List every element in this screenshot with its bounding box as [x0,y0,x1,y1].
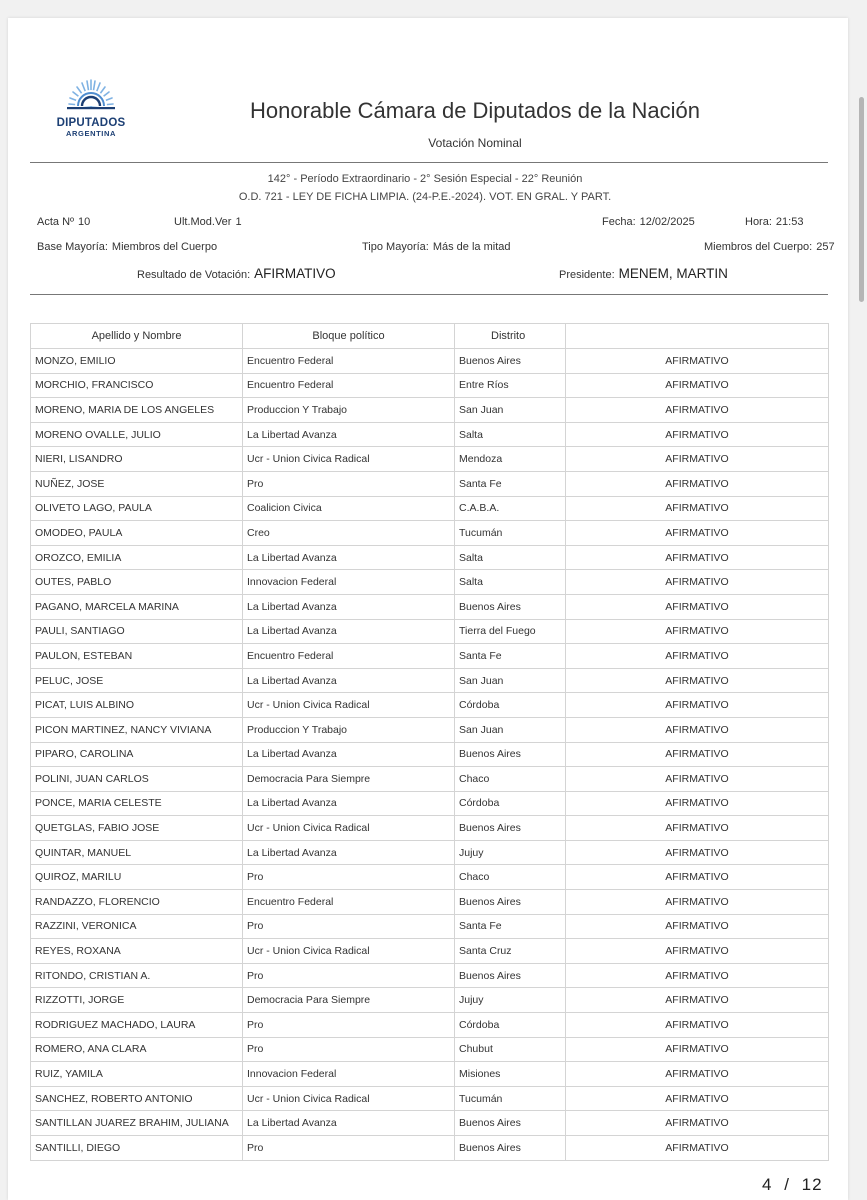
scrollbar[interactable] [857,0,867,1200]
acta-field [37,216,90,228]
table-row [31,496,829,521]
table-row [31,594,829,619]
scroll-thumb[interactable] [859,97,864,302]
cell-bloque: Ucr - Union Civica Radical [243,1086,455,1111]
table-row [31,988,829,1013]
cell-nombre: OMODEO, PAULA [31,521,243,546]
cell-voto: AFIRMATIVO [566,668,829,693]
cell-voto: AFIRMATIVO [566,791,829,816]
cell-voto: AFIRMATIVO [566,767,829,792]
table-row [31,963,829,988]
table-row [31,422,829,447]
votes-table [30,323,829,1161]
cell-voto: AFIRMATIVO [566,840,829,865]
logo-name: DIPUTADOS [56,117,126,129]
cell-nombre: PICON MARTINEZ, NANCY VIVIANA [31,717,243,742]
cell-distrito: San Juan [455,717,566,742]
congress-dome-icon [61,74,121,116]
cell-nombre: ROMERO, ANA CLARA [31,1037,243,1062]
cell-nombre: POLINI, JUAN CARLOS [31,767,243,792]
presidente-field [559,266,728,281]
miembros-value: 257 [816,241,835,253]
tipo-mayoria-label: Tipo Mayoría: [362,241,429,253]
cell-nombre: OUTES, PABLO [31,570,243,595]
cell-nombre: PAULI, SANTIAGO [31,619,243,644]
resultado-field [137,266,336,281]
cell-bloque: La Libertad Avanza [243,545,455,570]
cell-nombre: PIPARO, CAROLINA [31,742,243,767]
table-row [31,742,829,767]
cell-distrito: Tierra del Fuego [455,619,566,644]
table-row [31,644,829,669]
cell-nombre: SANTILLI, DIEGO [31,1136,243,1161]
cell-nombre: QUETGLAS, FABIO JOSE [31,816,243,841]
table-row [31,890,829,915]
cell-distrito: Santa Fe [455,471,566,496]
cell-nombre: SANTILLAN JUAREZ BRAHIM, JULIANA [31,1111,243,1136]
cell-bloque: Ucr - Union Civica Radical [243,693,455,718]
cell-nombre: RUIZ, YAMILA [31,1062,243,1087]
cell-voto: AFIRMATIVO [566,693,829,718]
cell-distrito: Chaco [455,767,566,792]
divider-meta [30,294,828,295]
table-row [31,767,829,792]
table-row [31,668,829,693]
cell-bloque: Pro [243,914,455,939]
cell-bloque: Democracia Para Siempre [243,988,455,1013]
table-row [31,1062,829,1087]
ult-mod-field [174,216,242,228]
table-row [31,791,829,816]
cell-bloque: Encuentro Federal [243,644,455,669]
cell-bloque: Ucr - Union Civica Radical [243,816,455,841]
resultado-value: AFIRMATIVO [254,266,336,281]
order-line: O.D. 721 - LEY DE FICHA LIMPIA. (24-P.E.-2024). VOT. EN GRAL. Y PART. [238,191,612,203]
page-indicator [762,1175,823,1195]
acta-label: Acta Nº [37,216,75,228]
cell-distrito: Misiones [455,1062,566,1087]
cell-voto: AFIRMATIVO [566,1013,829,1038]
ult-mod-label: Ult.Mod.Ver [174,216,232,228]
hora-value: 21:53 [775,216,804,228]
table-row [31,1013,829,1038]
cell-bloque: La Libertad Avanza [243,619,455,644]
cell-distrito: Santa Cruz [455,939,566,964]
cell-nombre: SANCHEZ, ROBERTO ANTONIO [31,1086,243,1111]
cell-nombre: MONZO, EMILIO [31,349,243,374]
cell-nombre: PELUC, JOSE [31,668,243,693]
cell-bloque: La Libertad Avanza [243,422,455,447]
cell-nombre: NIERI, LISANDRO [31,447,243,472]
cell-voto: AFIRMATIVO [566,1037,829,1062]
miembros-field [704,241,835,253]
cell-distrito: C.A.B.A. [455,496,566,521]
cell-distrito: Buenos Aires [455,742,566,767]
cell-bloque: Encuentro Federal [243,373,455,398]
table-row [31,1037,829,1062]
cell-distrito: Córdoba [455,1013,566,1038]
cell-bloque: La Libertad Avanza [243,840,455,865]
cell-distrito: Jujuy [455,988,566,1013]
cell-distrito: Chubut [455,1037,566,1062]
cell-voto: AFIRMATIVO [566,422,829,447]
table-row [31,914,829,939]
table-row [31,1111,829,1136]
cell-nombre: OLIVETO LAGO, PAULA [31,496,243,521]
header-bloque-politico: Bloque político [243,324,455,349]
cell-distrito: Jujuy [455,840,566,865]
table-row [31,1136,829,1161]
table-row [31,349,829,374]
current-page: 4 [762,1175,773,1194]
table-row [31,570,829,595]
table-row [31,1086,829,1111]
cell-voto: AFIRMATIVO [566,963,829,988]
cell-nombre: RANDAZZO, FLORENCIO [31,890,243,915]
cell-voto: AFIRMATIVO [566,1136,829,1161]
cell-bloque: Encuentro Federal [243,349,455,374]
votes-table-body [31,349,829,1161]
cell-distrito: Salta [455,545,566,570]
cell-bloque: Pro [243,865,455,890]
total-pages: 12 [801,1175,823,1194]
cell-distrito: Santa Fe [455,914,566,939]
cell-voto: AFIRMATIVO [566,742,829,767]
cell-bloque: Pro [243,1013,455,1038]
cell-voto: AFIRMATIVO [566,471,829,496]
cell-voto: AFIRMATIVO [566,619,829,644]
cell-voto: AFIRMATIVO [566,570,829,595]
hora-field [745,216,803,228]
base-mayoria-value: Miembros del Cuerpo [111,241,218,253]
page-subtitle: Votación Nominal [428,136,522,150]
cell-nombre: RITONDO, CRISTIAN A. [31,963,243,988]
cell-voto: AFIRMATIVO [566,816,829,841]
fecha-field [602,216,695,228]
cell-distrito: San Juan [455,668,566,693]
header-voto [566,324,829,349]
table-row [31,398,829,423]
cell-bloque: Democracia Para Siempre [243,767,455,792]
table-row [31,373,829,398]
table-row [31,619,829,644]
cell-nombre: MORENO OVALLE, JULIO [31,422,243,447]
cell-voto: AFIRMATIVO [566,496,829,521]
cell-bloque: La Libertad Avanza [243,791,455,816]
cell-distrito: Buenos Aires [455,816,566,841]
cell-distrito: Córdoba [455,791,566,816]
session-line: 142° - Período Extraordinario - 2° Sesión Especial - 22° Reunión [267,173,583,185]
cell-voto: AFIRMATIVO [566,644,829,669]
cell-nombre: PONCE, MARIA CELESTE [31,791,243,816]
cell-nombre: NUÑEZ, JOSE [31,471,243,496]
table-row [31,693,829,718]
cell-bloque: Encuentro Federal [243,890,455,915]
cell-voto: AFIRMATIVO [566,1111,829,1136]
resultado-label: Resultado de Votación: [137,269,251,281]
table-row [31,717,829,742]
table-row [31,521,829,546]
cell-distrito: Chaco [455,865,566,890]
cell-bloque: Coalicion Civica [243,496,455,521]
cell-bloque: La Libertad Avanza [243,742,455,767]
header-distrito: Distrito [455,324,566,349]
cell-distrito: Buenos Aires [455,890,566,915]
cell-distrito: Mendoza [455,447,566,472]
cell-voto: AFIRMATIVO [566,865,829,890]
cell-distrito: Entre Ríos [455,373,566,398]
tipo-mayoria-value: Más de la mitad [432,241,511,253]
cell-nombre: MORENO, MARIA DE LOS ANGELES [31,398,243,423]
cell-voto: AFIRMATIVO [566,717,829,742]
page-title: Honorable Cámara de Diputados de la Nación [249,98,701,123]
cell-voto: AFIRMATIVO [566,594,829,619]
cell-distrito: Buenos Aires [455,963,566,988]
cell-nombre: RODRIGUEZ MACHADO, LAURA [31,1013,243,1038]
page-separator: / [784,1175,790,1194]
cell-voto: AFIRMATIVO [566,1062,829,1087]
cell-nombre: OROZCO, EMILIA [31,545,243,570]
cell-distrito: Buenos Aires [455,349,566,374]
cell-bloque: Pro [243,1037,455,1062]
diputados-logo [44,74,138,138]
header-apellido-nombre: Apellido y Nombre [31,324,243,349]
cell-bloque: Creo [243,521,455,546]
table-row [31,840,829,865]
cell-bloque: La Libertad Avanza [243,594,455,619]
cell-voto: AFIRMATIVO [566,890,829,915]
cell-voto: AFIRMATIVO [566,988,829,1013]
table-row [31,816,829,841]
cell-distrito: Córdoba [455,693,566,718]
miembros-label: Miembros del Cuerpo: [704,241,813,253]
table-row [31,471,829,496]
cell-distrito: Santa Fe [455,644,566,669]
cell-distrito: Salta [455,570,566,595]
cell-voto: AFIRMATIVO [566,1086,829,1111]
presidente-value: MENEM, MARTIN [618,266,728,281]
fecha-label: Fecha: [602,216,636,228]
base-mayoria-label: Base Mayoría: [37,241,108,253]
cell-bloque: Pro [243,471,455,496]
cell-bloque: Produccion Y Trabajo [243,717,455,742]
cell-nombre: QUIROZ, MARILU [31,865,243,890]
cell-distrito: San Juan [455,398,566,423]
cell-voto: AFIRMATIVO [566,398,829,423]
cell-nombre: PICAT, LUIS ALBINO [31,693,243,718]
cell-nombre: RAZZINI, VERONICA [31,914,243,939]
cell-distrito: Tucumán [455,1086,566,1111]
base-mayoria-field [37,241,217,253]
acta-value: 10 [78,216,91,228]
hora-label: Hora: [745,216,772,228]
presidente-label: Presidente: [559,269,615,281]
cell-bloque: Innovacion Federal [243,1062,455,1087]
cell-voto: AFIRMATIVO [566,545,829,570]
cell-voto: AFIRMATIVO [566,521,829,546]
cell-distrito: Buenos Aires [455,1111,566,1136]
cell-bloque: Ucr - Union Civica Radical [243,939,455,964]
cell-nombre: REYES, ROXANA [31,939,243,964]
cell-bloque: Produccion Y Trabajo [243,398,455,423]
cell-distrito: Buenos Aires [455,1136,566,1161]
cell-distrito: Tucumán [455,521,566,546]
table-row [31,447,829,472]
cell-nombre: PAGANO, MARCELA MARINA [31,594,243,619]
cell-voto: AFIRMATIVO [566,349,829,374]
table-row [31,939,829,964]
cell-nombre: QUINTAR, MANUEL [31,840,243,865]
cell-voto: AFIRMATIVO [566,939,829,964]
logo-country: ARGENTINA [66,129,116,138]
ult-mod-value: 1 [235,216,242,228]
tipo-mayoria-field [362,241,511,253]
cell-bloque: La Libertad Avanza [243,668,455,693]
cell-bloque: Pro [243,963,455,988]
cell-nombre: PAULON, ESTEBAN [31,644,243,669]
cell-voto: AFIRMATIVO [566,914,829,939]
cell-distrito: Salta [455,422,566,447]
cell-bloque: Innovacion Federal [243,570,455,595]
cell-nombre: MORCHIO, FRANCISCO [31,373,243,398]
cell-bloque: La Libertad Avanza [243,1111,455,1136]
cell-voto: AFIRMATIVO [566,373,829,398]
table-header-row [31,324,829,349]
divider-top [30,162,828,163]
fecha-value: 12/02/2025 [639,216,695,228]
table-row [31,545,829,570]
cell-distrito: Buenos Aires [455,594,566,619]
cell-bloque: Ucr - Union Civica Radical [243,447,455,472]
cell-voto: AFIRMATIVO [566,447,829,472]
table-row [31,865,829,890]
cell-nombre: RIZZOTTI, JORGE [31,988,243,1013]
cell-bloque: Pro [243,1136,455,1161]
